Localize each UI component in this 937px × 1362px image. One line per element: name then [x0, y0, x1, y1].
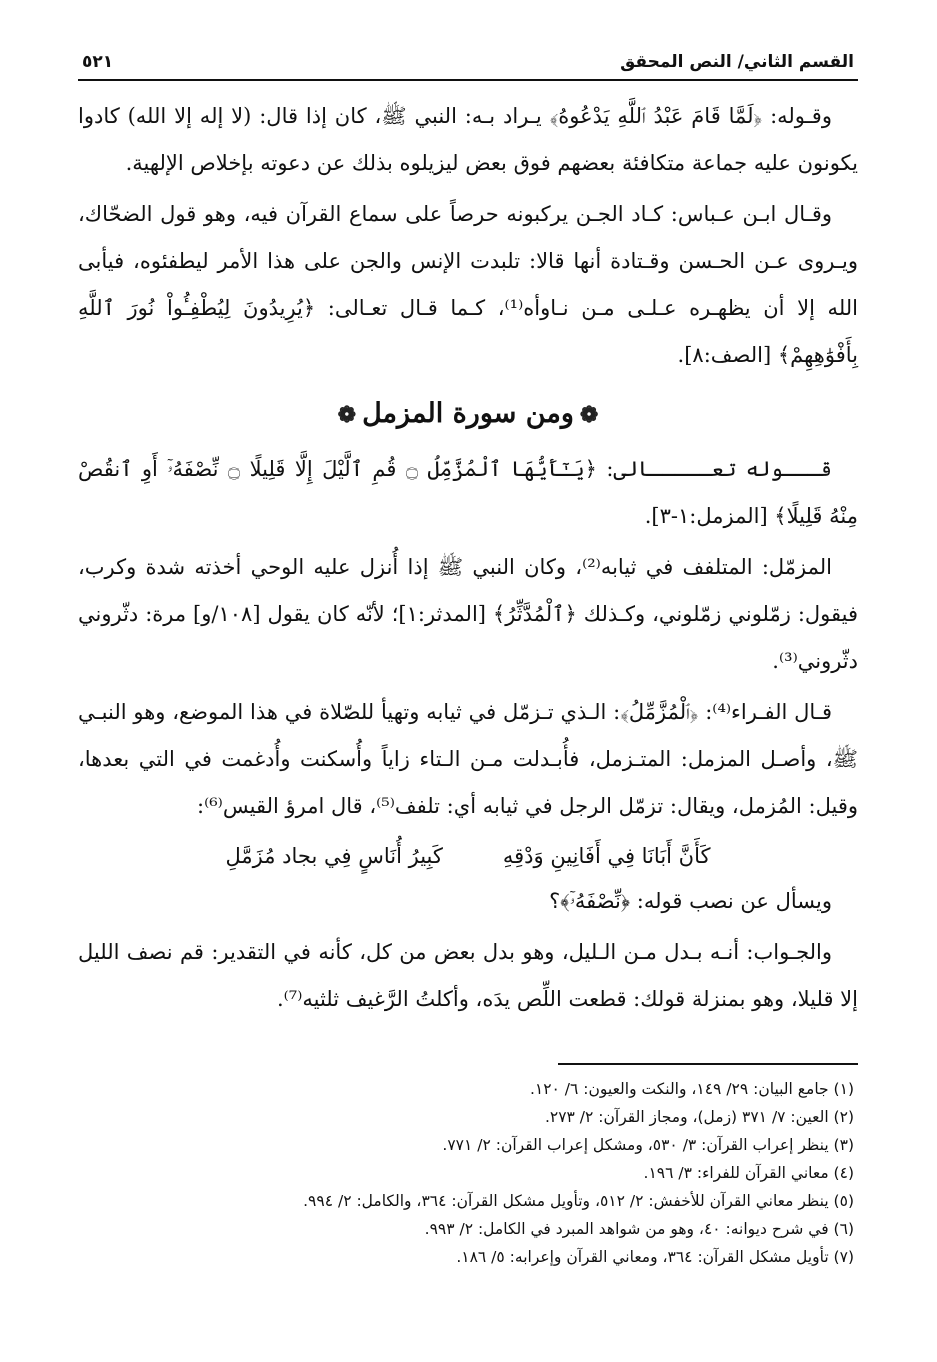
footnote: (١) جامع البيان: ٢٩/ ١٤٩، والنكت والعيون: ٦/ ١٢٠. — [529, 1080, 854, 1098]
running-header — [78, 52, 858, 76]
footnote-separator — [558, 1063, 858, 1065]
ornament-icon: ❁ — [579, 402, 599, 428]
footnote: (٦) في شرح ديوانه: ٤٠، وهو من شواهد المبرد في الكامل: ٢/ ٩٩٣. — [424, 1220, 854, 1238]
paragraph: والجـواب: أنـه بـدل مـن الـليل، وهو بدل بعض من كل، كأنه في التقدير: قم نصف الليل إلا قليلا، وهو بمنزلة قولك: قطعت اللِّص يدَه، وأكلتُ الرَّغيف ثلثيه⁽⁷⁾. — [78, 940, 858, 1011]
section-heading-text: ومن سورة المزمل — [362, 398, 574, 429]
header-rule — [78, 79, 858, 81]
poem-verse — [78, 834, 858, 878]
main-text — [78, 93, 858, 1023]
paragraph: وقـوله: ﴿لَمَّا قَامَ عَبْدُ ٱللَّهِ يَدْعُوهُ﴾ يـراد بـه: النبي ﷺ، كان إذا قال: (لا إله إلا الله) كادوا يكونون عليه جماعة متكافئة بعضهم فوق بعض ليزيلوه بذلك عن دعوته بإخلاص الإلهية. — [78, 104, 858, 175]
header-section-title: القسم الثاني/ النص المحقق — [620, 52, 854, 72]
footnote: (٢) العين: ٧/ ٣٧١ (زمل)، ومجاز القرآن: ٢/ ٢٧٣. — [544, 1108, 854, 1126]
ornament-icon: ❁ — [337, 402, 357, 428]
paragraph: قـــوله تعـــــالى: ﴿يَـٰٓأَيُّهَا ٱلْمُزَّمِّلُ ۝ قُمِ ٱلَّيْلَ إِلَّا قَلِيلًا ۝ نِّصْفَهُۥٓ أَوِ ٱنقُصْ مِنْهُ قَلِيلًا﴾ [المزمل:١-٣]. — [78, 457, 858, 528]
footnote: (٥) ينظر معاني القرآن للأخفش: ٢/ ٥١٢، وتأويل مشكل القرآن: ٣٦٤، والكامل: ٢/ ٩٩٤. — [303, 1192, 854, 1210]
book-page — [78, 52, 858, 1271]
paragraph: المزمّل: المتلفف في ثيابه⁽²⁾، وكان النبي ﷺ إذا أُنزل عليه الوحي أخذته شدة وكرب، فيقول: زمّلوني زمّلوني، وكـذلك ﴿ٱلْمُدَّثِّرُ﴾ [المدثر:١]؛ لأنّه كان يقول [١٠٨/و] مرة: دثّروني دثّروني⁽³⁾. — [78, 555, 859, 673]
page-number: ٥٢١ — [82, 52, 114, 72]
footnote: (٧) تأويل مشكل القرآن: ٣٦٤، ومعاني القرآن وإعرابه: ٥/ ١٨٦. — [456, 1248, 854, 1266]
paragraph: قـال الفـراء⁽⁴⁾: ﴿ٱلْمُزَّمِّلُ﴾: الـذي تـزمّل في ثيابه وتهيأ للصّلاة في هذا الموضع، وهو النبـي ﷺ، وأصـل المزمل: المتـزمل، فأُبـدلت مـن الـتاء زاياً وأُسكنت وأُدغمت في التي بعدها، وقيل: المُزمل، ويقال: تزمّل الرجل في ثيابه أي: تلفف⁽⁵⁾، قال امرؤ القيس⁽⁶⁾: — [78, 700, 858, 818]
footnote: (٤) معاني القرآن للفراء: ٣/ ١٩٦. — [643, 1164, 854, 1182]
poem-second-hemistich: كَبِيرُ أُنَاسٍ فِي بجاد مُزَمَّلِ — [225, 844, 443, 868]
footnotes — [78, 1075, 858, 1271]
paragraph: وقـال ابـن عـباس: كـاد الجـن يركبونه حرصاً على سماع القرآن فيه، وهو قول الضحّاك، ويـروى عـن الحـسن وقـتادة أنها قالا: تلبدت الإنس والجن على هذا الأمر ليطفئوه، فيأبى الله إلا أن يظهـره عـلـى مـن نـاوأه⁽¹⁾، كـما قـال تعـالى: ﴿يُرِيدُونَ لِيُطْفِـُٔواْ نُورَ ٱللَّهِ بِأَفْوَٰهِهِمْ﴾ [الصف:٨]. — [78, 202, 859, 367]
paragraph: ويسأل عن نصب قوله: ﴿نِّصْفَهُۥٓ﴾؟ — [549, 889, 832, 913]
section-heading — [78, 389, 858, 440]
footnote: (٣) ينظر إعراب القرآن: ٣/ ٥٣٠، ومشكل إعراب القرآن: ٢/ ٧٧١. — [442, 1136, 854, 1154]
poem-first-hemistich: كَأَنَّ أَبَانَا فِي أَفَانِينِ وَدْقِهِ — [502, 844, 711, 868]
